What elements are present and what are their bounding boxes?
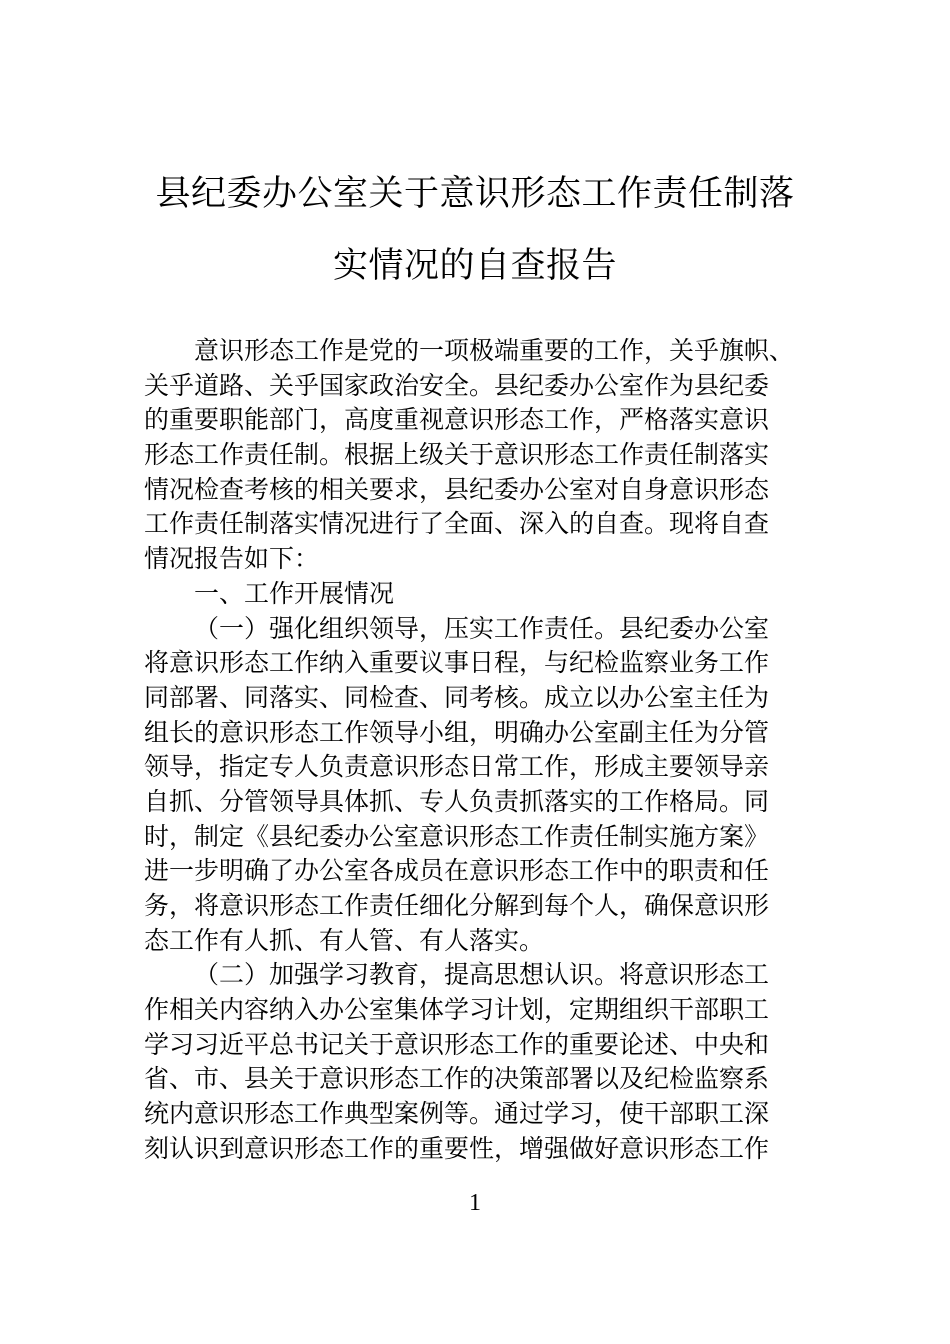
paragraph-line: 务，将意识形态工作责任细化分解到每个人，确保意识形 <box>144 891 770 920</box>
paragraph-line: 作相关内容纳入办公室集体学习计划，定期组织干部职工 <box>144 995 770 1025</box>
document-body <box>144 334 810 1167</box>
paragraph-line: 组长的意识形态工作领导小组，明确办公室副主任为分管 <box>144 717 770 747</box>
paragraph-line: （一）强化组织领导，压实工作责任。县纪委办公室 <box>194 613 770 643</box>
document-title-line-2: 实情况的自查报告 <box>332 246 617 286</box>
paragraph-line: 统内意识形态工作典型案例等。通过学习，使干部职工深 <box>144 1099 770 1129</box>
paragraph-line: 时，制定《县纪委办公室意识形态工作责任制实施方案》 <box>144 821 770 851</box>
paragraph-line: 意识形态工作是党的一项极端重要的工作，关乎旗帜、 <box>194 336 795 365</box>
section-heading: 一、工作开展情况 <box>194 578 395 608</box>
paragraph-line: 学习习近平总书记关于意识形态工作的重要论述、中央和 <box>144 1029 770 1059</box>
paragraph-line: 关乎道路、关乎国家政治安全。县纪委办公室作为县纪委 <box>144 370 770 400</box>
paragraph-line: 将意识形态工作纳入重要议事日程，与纪检监察业务工作 <box>144 648 770 678</box>
paragraph-line: 进一步明确了办公室各成员在意识形态工作中的职责和任 <box>144 856 770 886</box>
paragraph-line: 的重要职能部门，高度重视意识形态工作，严格落实意识 <box>144 405 770 435</box>
paragraph-line: （二）加强学习教育，提高思想认识。将意识形态工 <box>194 960 770 990</box>
paragraph-line: 态工作有人抓、有人管、有人落实。 <box>144 925 545 955</box>
paragraph-line: 领导，指定专人负责意识形态日常工作，形成主要领导亲 <box>144 752 770 782</box>
paragraph-line: 同部署、同落实、同检查、同考核。成立以办公室主任为 <box>144 682 770 712</box>
paragraph-line: 工作责任制落实情况进行了全面、深入的自查。现将自查 <box>144 509 770 539</box>
paragraph-line: 自抓、分管领导具体抓、专人负责抓落实的工作格局。同 <box>144 786 770 816</box>
page-number: 1 <box>469 1190 481 1216</box>
paragraph-line: 形态工作责任制。根据上级关于意识形态工作责任制落实 <box>144 440 770 470</box>
document-title-line-1: 县纪委办公室关于意识形态工作责任制落 <box>155 174 795 214</box>
paragraph-line: 情况报告如下： <box>144 544 320 574</box>
paragraph-line: 刻认识到意识形态工作的重要性，增强做好意识形态工作 <box>144 1133 770 1163</box>
paragraph-line: 情况检查考核的相关要求，县纪委办公室对自身意识形态 <box>144 474 770 504</box>
paragraph-line: 省、市、县关于意识形态工作的决策部署以及纪检监察系 <box>144 1064 770 1094</box>
